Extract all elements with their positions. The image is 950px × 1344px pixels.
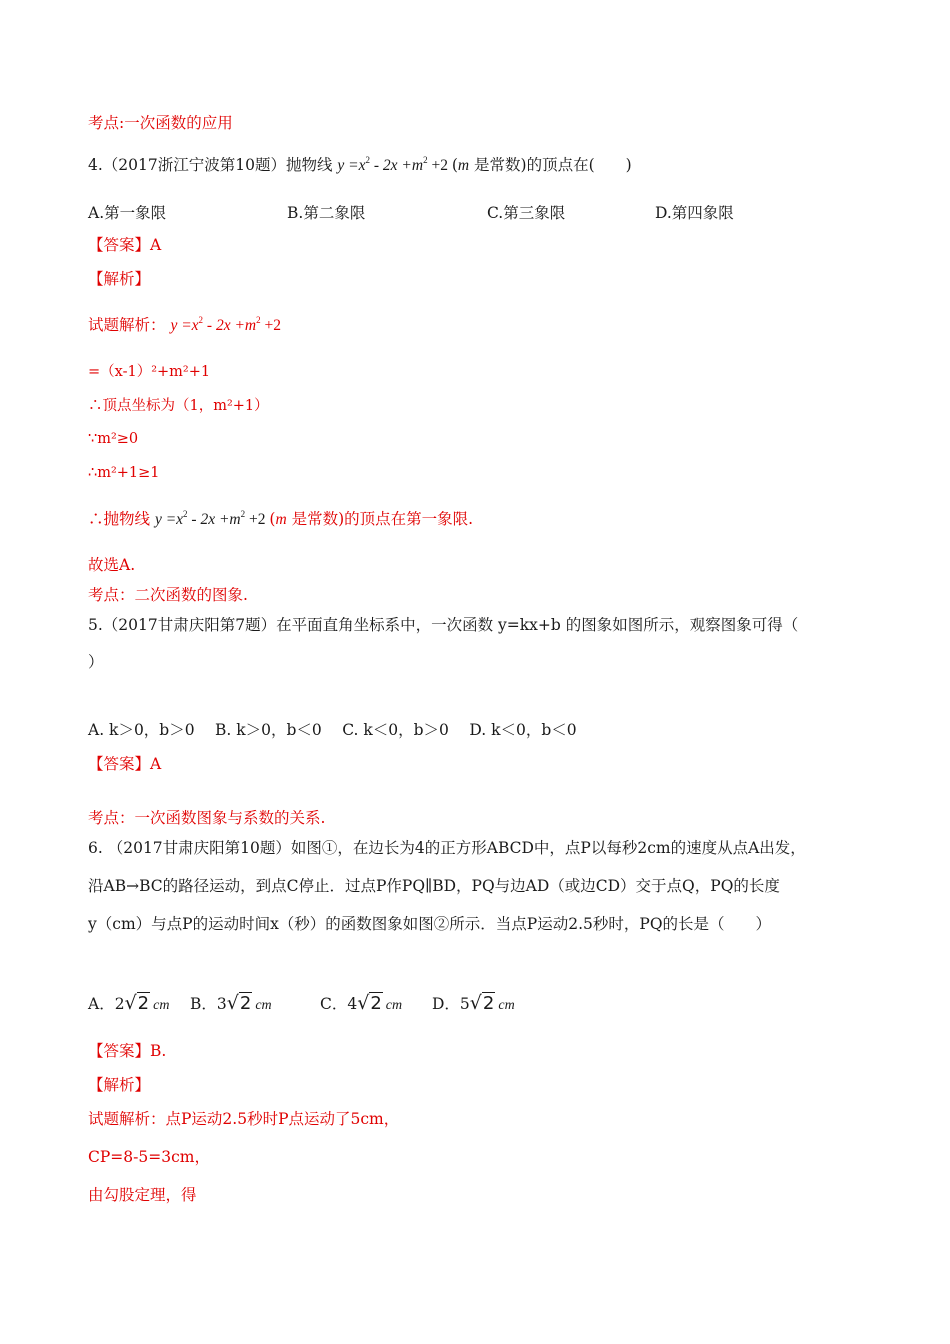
q4-conclusion-prefix: ∴抛物线 (88, 510, 151, 528)
q6-option-d: D．5√2 cm (432, 992, 515, 1014)
q5-point: 考点：一次函数图象与系数的关系. (88, 809, 326, 827)
q6-question-line3: y（cm）与点P的运动时间x（秒）的函数图象如图②所示．当点P运动2.5秒时，PQ的长是（ ） (88, 915, 772, 933)
q4-option-a: A.第一象限 (88, 204, 167, 222)
q4-conclusion: ∴抛物线 $y =x^2 - 2x +m^2 +2$ (m 是常数)的顶点在第一象限. (88, 509, 474, 528)
q4-formula: $y =x^2 - 2x +m^2 +2$ (337, 155, 448, 174)
q4-choice: 故选A. (88, 556, 136, 574)
q6-solution: 试题解析：点P运动2.5秒时P点运动了5cm， (88, 1110, 400, 1128)
q6-answer: 【答案】B. (88, 1042, 167, 1060)
q4-option-c: C.第三象限 (487, 204, 566, 222)
q6-question-line2: 沿AB→BC的路径运动，到点C停止．过点P作PQ∥BD，PQ与边AD（或边CD）交于点Q，PQ的长度 (88, 877, 780, 895)
q4-conclusion-suffix: 是常数)的顶点在第一象限. (291, 510, 474, 528)
q6-question-line1: 6. （2017甘肃庆阳第10题）如图①，在边长为4的正方形ABCD中，点P以每秒2cm的速度从点A出发， (88, 839, 806, 857)
q5-question-line2: ） (88, 653, 104, 671)
q5-answer: 【答案】A (88, 755, 162, 773)
q4-option-b: B.第二象限 (287, 204, 366, 222)
q4-solution-formula: $y =x^2 - 2x +m^2 +2$ (170, 315, 281, 334)
q5-question-line1: 5.（2017甘肃庆阳第7题）在平面直角坐标系中，一次函数 y=kx+b 的图象如图所示，观察图象可得（ (88, 616, 799, 634)
q4-point: 考点：二次函数的图象. (88, 586, 248, 604)
q6-option-a: A．2√2 cm (88, 992, 170, 1014)
q4-prefix: 4.（2017浙江宁波第10题）抛物线 (88, 156, 333, 174)
q4-analysis-label: 【解析】 (88, 270, 151, 288)
q4-m: m (457, 157, 470, 174)
q6-analysis-label: 【解析】 (88, 1076, 151, 1094)
q4-conclusion-formula: $y =x^2 - 2x +m^2 +2$ (154, 509, 266, 528)
q4-suffix: 是常数)的顶点在( ) (474, 156, 632, 174)
q4-question: 4.（2017浙江宁波第10题）抛物线 $y =x^2 - 2x +m^2 +2$ (m 是常数)的顶点在( ) (88, 155, 632, 174)
q5-options: A. k＞0，b＞0 B. k＞0，b＜0 C. k＜0，b＞0 D. k＜0，b＜0 (88, 721, 577, 739)
q6-option-c: C．4√2 cm (320, 992, 403, 1014)
q4-answer: 【答案】A (88, 236, 162, 254)
q4-option-d: D.第四象限 (655, 204, 734, 222)
q4-step1: =（x-1）²+m²+1 (88, 364, 211, 380)
q4-conclusion-m: m (275, 511, 287, 528)
q4-step4: ∴m²+1≥1 (88, 465, 160, 481)
q3-point: 考点:一次函数的应用 (88, 114, 233, 132)
q4-solution (88, 315, 281, 336)
q6-pythagoras: 由勾股定理，得 (88, 1186, 197, 1204)
q6-cp: CP=8-5=3cm， (88, 1148, 210, 1166)
q4-step3: ∵m²≥0 (88, 431, 139, 447)
q4-step2: ∴顶点坐标为（1，m²+1） (88, 398, 269, 414)
q4-solution-label: 试题解析： (88, 316, 166, 334)
q6-option-b: B．3√2 cm (190, 992, 272, 1014)
